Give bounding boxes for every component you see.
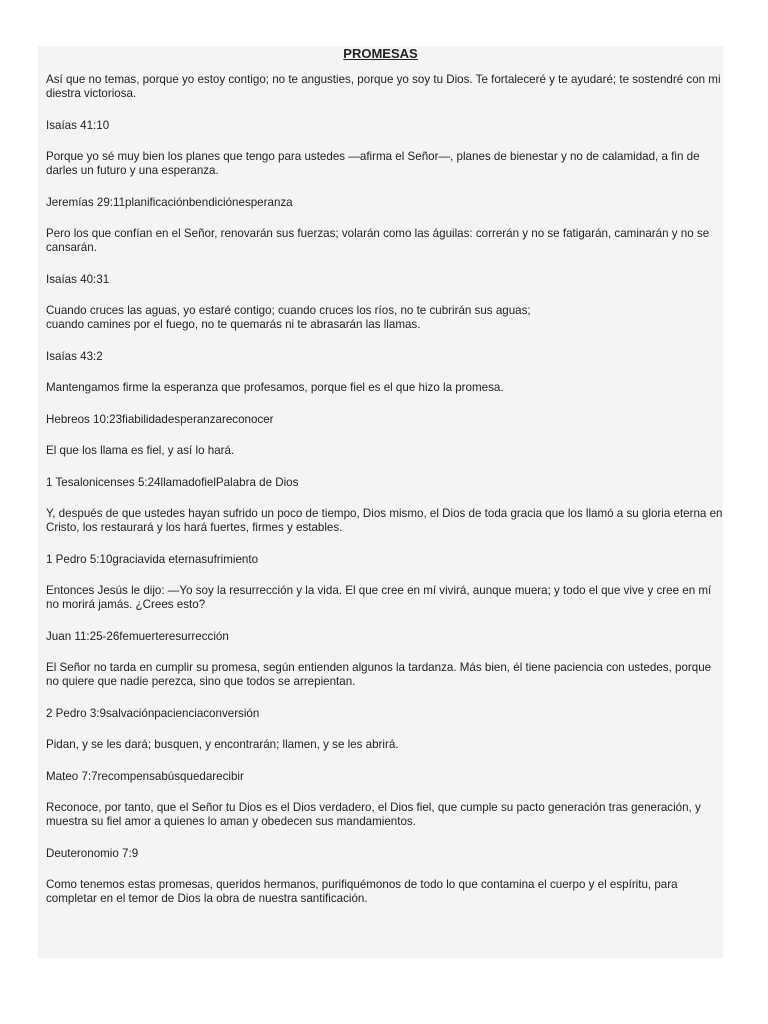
verse-reference: 1 Tesalonicenses 5:24llamadofielPalabra de Dios	[46, 476, 299, 489]
verse-text: El Señor no tarda en cumplir su promesa, según entienden algunos la tardanza. Más bien, él tiene paciencia con ustedes, porque no quiere que nadie perezca, sino que todos se arrepientan.	[46, 661, 712, 688]
promise-list	[46, 73, 723, 906]
verse-text: Pidan, y se les dará; busquen, y encontrarán; llamen, y se les abrirá.	[46, 738, 399, 751]
verse-reference: 2 Pedro 3:9salvaciónpacienciaconversión	[46, 707, 260, 720]
verse-reference: Deuteronomio 7:9	[46, 847, 139, 860]
document-title: PROMESAS	[343, 46, 418, 61]
verse-reference: Isaías 40:31	[46, 273, 110, 286]
verse-text: Mantengamos firme la esperanza que profesamos, porque fiel es el que hizo la promesa.	[46, 381, 504, 394]
verse-reference: Mateo 7:7recompensabúsquedarecibir	[46, 770, 244, 783]
verse-reference: Isaías 41:10	[46, 119, 110, 132]
verse-text: El que los llama es fiel, y así lo hará.	[46, 444, 235, 457]
verse-reference: Hebreos 10:23fiabilidadesperanzareconocer	[46, 413, 274, 426]
verse-reference: 1 Pedro 5:10graciavida eternasufrimiento	[46, 553, 259, 566]
verse-text: Porque yo sé muy bien los planes que tengo para ustedes —afirma el Señor—, planes de bienestar y no de calamidad, a fin de darles un futuro y una esperanza.	[46, 150, 700, 177]
verse-text: Como tenemos estas promesas, queridos hermanos, purifiquémonos de todo lo que contamina el cuerpo y el espíritu, para completar en el temor de Dios la obra de nuestra santificación.	[46, 878, 678, 905]
verse-reference: Juan 11:25-26femuerteresurrección	[46, 630, 229, 643]
document-page	[38, 46, 723, 958]
verse-text: Entonces Jesús le dijo: —Yo soy la resurrección y la vida. El que cree en mí vivirá, aunque muera; y todo el que vive y cree en mí no morirá jamás. ¿Crees esto?	[46, 584, 712, 611]
verse-text: Reconoce, por tanto, que el Señor tu Dios es el Dios verdadero, el Dios fiel, que cumple su pacto generación tras generación, y muestra su fiel amor a quienes lo aman y obedecen sus mandamientos.	[46, 801, 701, 828]
verse-text: Así que no temas, porque yo estoy contigo; no te angusties, porque yo soy tu Dios. Te fortaleceré y te ayudaré; te sostendré con mi diestra victoriosa.	[46, 73, 721, 100]
verse-text: Pero los que confían en el Señor, renovarán sus fuerzas; volarán como las águilas: correrán y no se fatigarán, caminarán y no se cansarán.	[46, 227, 710, 254]
verse-reference: Jeremías 29:11planificaciónbendiciónesperanza	[46, 196, 293, 209]
verse-reference: Isaías 43:2	[46, 350, 103, 363]
verse-text: Cuando cruces las aguas, yo estaré contigo; cuando cruces los ríos, no te cubrirán sus aguas; cuando camines por el fuego, no te quemarás ni te abrasarán las llamas.	[46, 304, 531, 331]
verse-text: Y, después de que ustedes hayan sufrido un poco de tiempo, Dios mismo, el Dios de toda gracia que los llamó a su gloria eterna en Cristo, los restaurará y los hará fuertes, firmes y estables.	[46, 507, 723, 534]
